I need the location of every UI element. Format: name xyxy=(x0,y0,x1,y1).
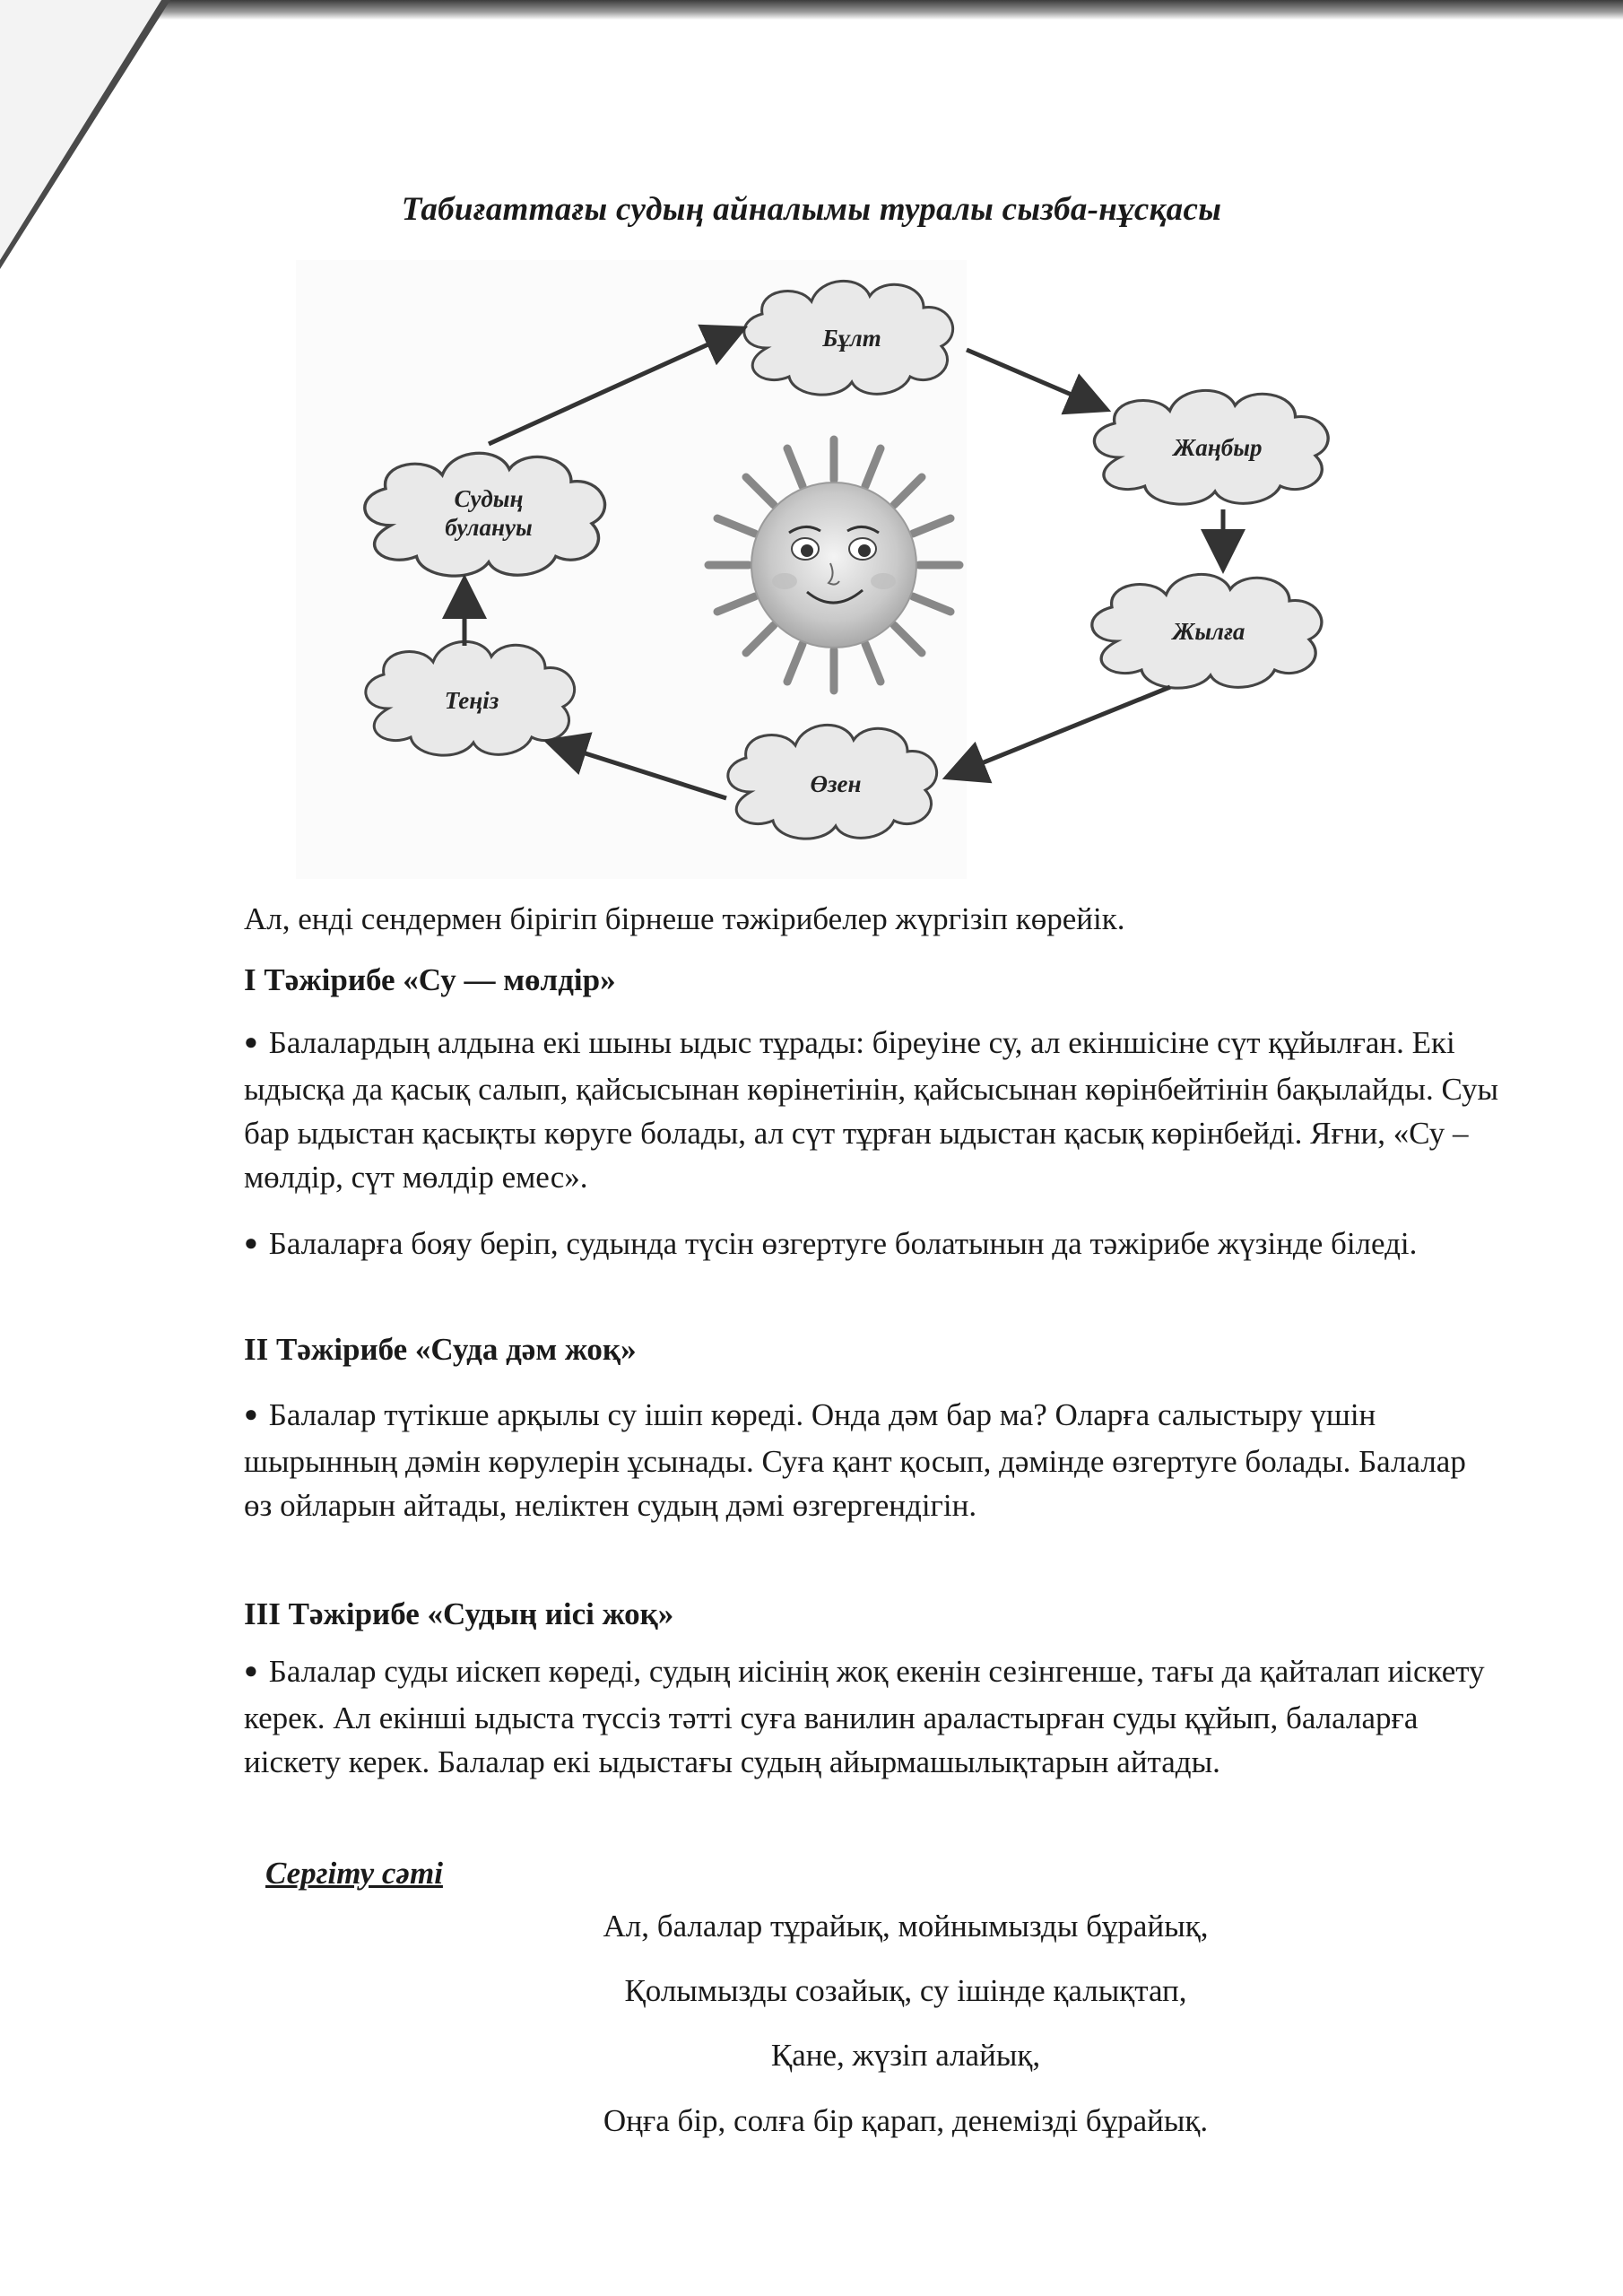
node-label-bulanuy-line1: Судың xyxy=(454,485,524,512)
experiment-3-paragraph-1-text: Балалар суды иіскеп көреді, судың иісінің жоқ екенін сезінгенше, тағы да қайталап иіскету керек. Ал екінші ыдыста түссіз тәтті суға ванилин араластырған суды құйып, балаларға иіскету керек. Балалар екі ыдыстағы судың айырмашылықтарын айтады. xyxy=(244,1654,1485,1779)
node-label-bulanuy-line2: булануы xyxy=(445,514,533,541)
bullet-icon: ● xyxy=(244,1657,258,1683)
experiment-1-paragraph-2 xyxy=(244,1222,1499,1268)
cloud-node-teniz xyxy=(366,641,575,755)
arrow-bult-to-zhanbyr xyxy=(967,350,1103,408)
node-label-bult: Бұлт xyxy=(822,325,881,352)
node-label-ozen: Өзен xyxy=(810,770,862,797)
cloud-node-ozen xyxy=(728,725,937,839)
experiment-1-paragraph-1 xyxy=(244,1021,1499,1199)
node-label-zhylga: Жылға xyxy=(1172,618,1245,645)
experiment-3-title: ІІІ Тәжірибе «Судың иісі жоқ» xyxy=(244,1596,674,1631)
bullet-icon: ● xyxy=(244,1230,258,1256)
break-title: Сергіту сәті xyxy=(265,1856,443,1891)
water-cycle-diagram xyxy=(296,260,1480,888)
experiment-2-paragraph-1 xyxy=(244,1393,1499,1527)
bullet-icon: ● xyxy=(244,1029,258,1055)
poem-line-2: Қолымызды созайық, су ішінде қалықтап, xyxy=(624,1973,1187,2008)
poem-line-4: Оңға бір, солға бір қарап, денемізді бұрайық. xyxy=(603,2103,1209,2138)
poem-line-3: Қане, жүзіп алайық, xyxy=(770,2038,1041,2073)
arrow-zhylga-to-ozen xyxy=(950,687,1170,776)
experiment-2-title: ІІ Тәжірибе «Суда дәм жоқ» xyxy=(244,1332,637,1367)
sun-illustration xyxy=(708,439,959,691)
experiment-3-paragraph-1 xyxy=(244,1649,1499,1784)
cloud-node-bult xyxy=(744,281,953,395)
intro-paragraph: Ал, енді сендермен бірігіп бірнеше тәжірибелер жүргізіп көрейік. xyxy=(244,901,1125,936)
experiment-1-paragraph-2-text: Балаларға бояу беріп, судында түсін өзгертуге болатынын да тәжірибе жүзінде біледі. xyxy=(268,1226,1418,1261)
scan-shadow-top xyxy=(0,0,1623,20)
poem-line-1: Ал, балалар тұрайық, мойнымызды бұрайық, xyxy=(603,1909,1209,1944)
bullet-icon: ● xyxy=(244,1401,258,1427)
experiment-1-paragraph-1-text: Балалардың алдына екі шыны ыдыс тұрады: біреуіне су, ал екіншісіне сүт құйылған. Екі ыдысқа да қасық салып, қайсысынан көрінетінін, қайсысынан көрінбейтінін бақылайды. Суы бар ыдыстан қасықты көруге болады, ал сүт тұрған ыдыстан қасық көрінбейді. Яғни, «Су – мөлдір, сүт мөлдір емес». xyxy=(244,1025,1498,1195)
node-label-teniz: Теңіз xyxy=(444,687,499,714)
experiment-2-paragraph-1-text: Балалар түтікше арқылы су ішіп көреді. Онда дәм бар ма? Оларға салыстыру үшін шырынның дәмін көрулерін ұсынады. Суға қант қосып, дәмінде өзгертуге болады. Балалар өз ойларын айтады, неліктен судың дәмі өзгергендігін. xyxy=(244,1397,1466,1523)
document-title: Табиғаттағы судың айналымы туралы сызба-нұсқасы xyxy=(401,191,1222,228)
experiment-1-title: І Тәжірибе «Су — мөлдір» xyxy=(244,962,616,997)
node-label-zhanbyr: Жаңбыр xyxy=(1173,434,1263,461)
